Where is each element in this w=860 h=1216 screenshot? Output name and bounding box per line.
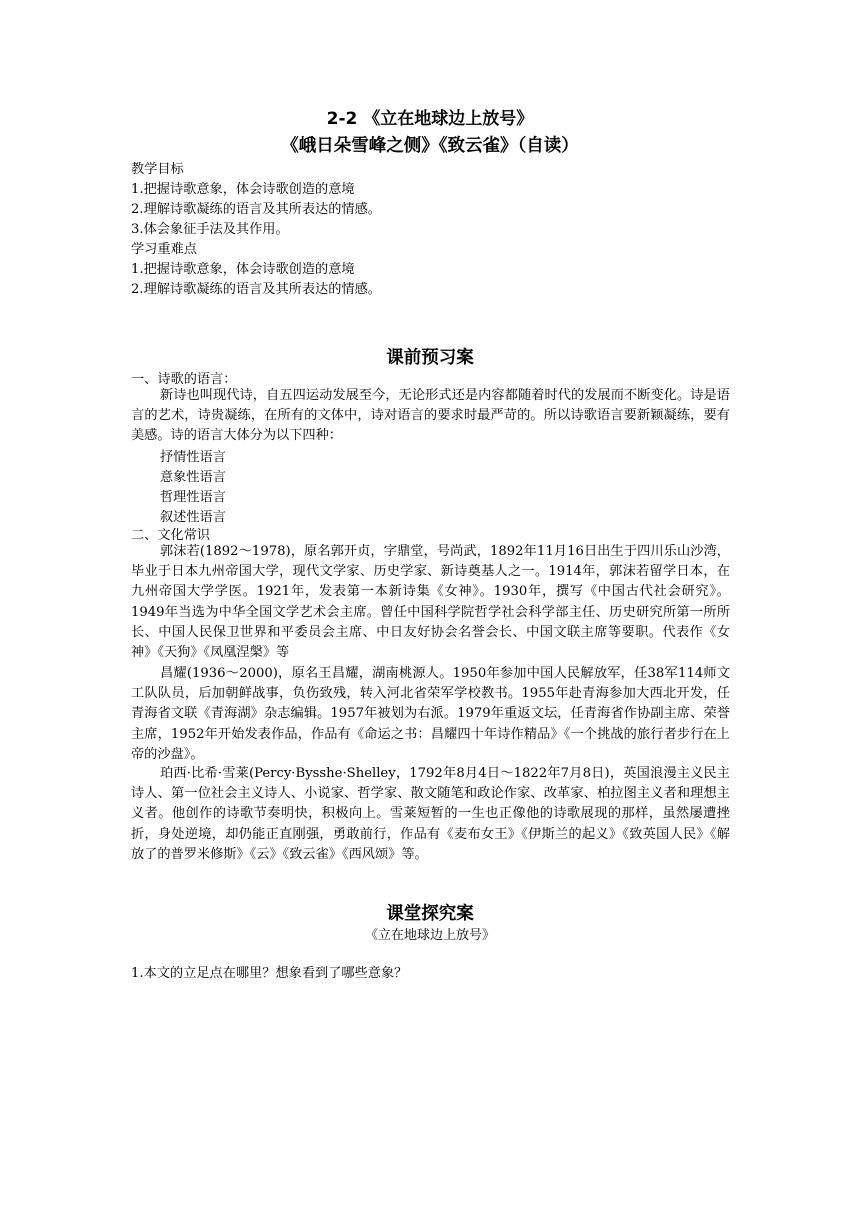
document-title: 2-2 《立在地球边上放号》 xyxy=(326,109,534,129)
question-item: 1.本文的立足点在哪里？想象看到了哪些意象？ xyxy=(131,966,408,981)
language-type-item: 抒情性语言 xyxy=(160,450,226,465)
bio-shelley: 珀西·比希·雪莱(Percy·Bysshe·Shelley，1792年8月4日～1822年7月8日)，英国浪漫主义民主诗人、第一位社会主义诗人、小说家、哲学家、散文随笔和政论作家、改革家、柏拉图主义者和理想主义者。他创作的诗歌节奏明快，积极向上。雪莱短暂的一生也正像他的诗歌展现的那样，虽然屡遭挫折，身处逆境，却仍能正直刚强，勇敢前行，作品有《麦布女王》《伊斯兰的起义》《致英国人民》《解放了的普罗米修斯》《云》《致云雀》《西风颂》等。 xyxy=(131,766,730,862)
key-points-heading: 学习重难点 xyxy=(131,242,197,257)
inquiry-heading: 课堂探究案 xyxy=(386,904,474,924)
preview-heading: 课前预习案 xyxy=(386,348,474,368)
inquiry-subtitle: 《立在地球边上放号》 xyxy=(364,928,495,943)
key-point-item: 1.把握诗歌意象，体会诗歌创造的意境 xyxy=(131,262,355,277)
objective-item: 2.理解诗歌凝练的语言及其所表达的情感。 xyxy=(131,202,381,217)
objective-item: 1.把握诗歌意象，体会诗歌创造的意境 xyxy=(131,182,355,197)
bio-guo-moruo: 郭沫若(1892～1978)，原名郭开贞，字鼎堂，号尚武，1892年11月16日出生于四川乐山沙湾，毕业于日本九州帝国大学，现代文学家、历史学家、新诗奠基人之一。1914年，郭沫若留学日本，在九州帝国大学学医。1921年，发表第一本新诗集《女神》。1930年，撰写《中国古代社会研究》。1949年当选为中华全国文学艺术会主席。曾任中国科学院哲学社会科学部主任、历史研究所第一所所长、中国人民保卫世界和平委员会主席、中日友好协会名誉会长、中国文联主席等要职。代表作《女神》《天狗》《凤凰涅槃》等 xyxy=(131,544,730,661)
language-type-item: 叙述性语言 xyxy=(160,510,226,525)
bio-chang-yao: 昌耀(1936～2000)，原名王昌耀，湖南桃源人。1950年参加中国人民解放军，任38军114师文工队队员，后加朝鲜战事，负伤致残，转入河北省荣军学校教书。1955年赴青海参加大西北开发，任青海省文联《青海湖》杂志编辑。1957年被划为右派。1979年重返文坛，任青海省作协副主席、荣誉主席，1952年开始发表作品，作品有《命运之书：昌耀四十年诗作精品》《一个挑战的旅行者步行在上帝的沙盘》。 xyxy=(131,666,730,762)
language-type-item: 意象性语言 xyxy=(160,470,226,485)
section-culture-title: 二、文化常识 xyxy=(131,528,211,543)
language-paragraph: 新诗也叫现代诗，自五四运动发展至今，无论形式还是内容都随着时代的发展而不断变化。诗是语言的艺术，诗贵凝练，在所有的文体中，诗对语言的要求时最严苛的。所以诗歌语言要新颖凝练，要有美感。诗的语言大体分为以下四种： xyxy=(131,388,730,444)
language-type-item: 哲理性语言 xyxy=(160,490,226,505)
section-language-title: 一、诗歌的语言： xyxy=(131,372,237,387)
objectives-heading: 教学目标 xyxy=(131,162,184,177)
key-point-item: 2.理解诗歌凝练的语言及其所表达的情感。 xyxy=(131,282,381,297)
document-subtitle: 《峨日朵雪峰之侧》《致云雀》（自读） xyxy=(281,136,579,156)
objective-item: 3.体会象征手法及其作用。 xyxy=(131,222,289,237)
